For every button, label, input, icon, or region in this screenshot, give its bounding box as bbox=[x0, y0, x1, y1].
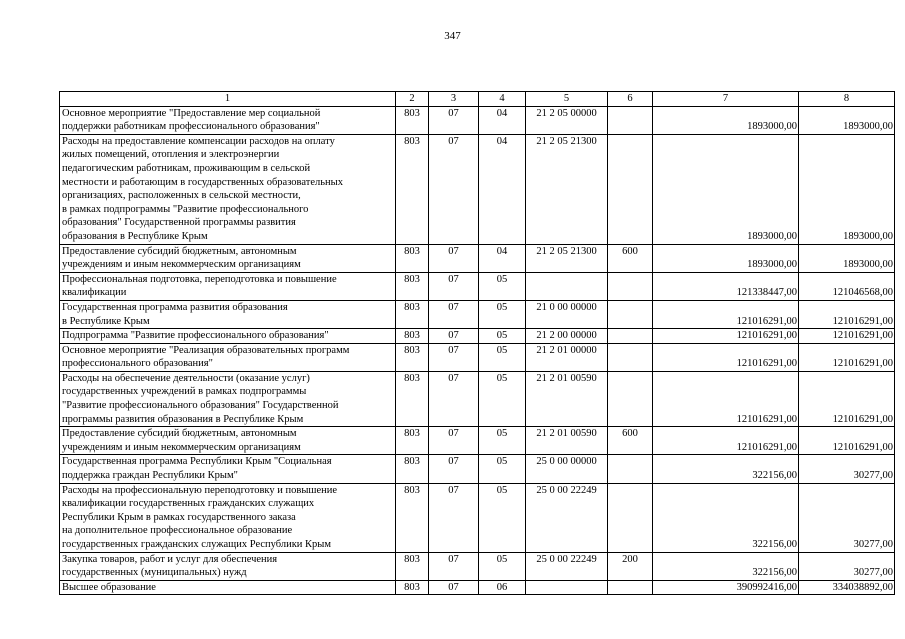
ministry-code-cell: 803 bbox=[396, 134, 429, 244]
expense-type-cell bbox=[608, 300, 653, 328]
amount-cell: 322156,00 bbox=[653, 455, 799, 483]
table-row bbox=[60, 300, 895, 328]
column-number-cell: 4 bbox=[479, 92, 526, 107]
amount-cell: 121016291,00 bbox=[799, 343, 895, 371]
ministry-code-cell: 803 bbox=[396, 106, 429, 134]
column-number-cell: 8 bbox=[799, 92, 895, 107]
amount-cell: 121016291,00 bbox=[799, 427, 895, 455]
subsection-code-cell: 06 bbox=[479, 580, 526, 595]
target-article-cell: 21 2 05 21300 bbox=[526, 244, 608, 272]
section-code-cell: 07 bbox=[429, 106, 479, 134]
target-article-cell bbox=[526, 272, 608, 300]
section-code-cell: 07 bbox=[429, 343, 479, 371]
expense-type-cell bbox=[608, 483, 653, 552]
table-row bbox=[60, 427, 895, 455]
table-row bbox=[60, 552, 895, 580]
ministry-code-cell: 803 bbox=[396, 552, 429, 580]
amount-cell: 121338447,00 bbox=[653, 272, 799, 300]
expense-type-cell bbox=[608, 134, 653, 244]
table-row bbox=[60, 329, 895, 344]
amount-cell: 1893000,00 bbox=[653, 106, 799, 134]
amount-cell: 121016291,00 bbox=[653, 329, 799, 344]
target-article-cell: 21 2 01 00590 bbox=[526, 427, 608, 455]
subsection-code-cell: 05 bbox=[479, 455, 526, 483]
expense-type-cell: 600 bbox=[608, 244, 653, 272]
target-article-cell: 21 2 00 00000 bbox=[526, 329, 608, 344]
expense-type-cell bbox=[608, 371, 653, 426]
amount-cell: 1893000,00 bbox=[799, 244, 895, 272]
amount-cell: 121016291,00 bbox=[653, 427, 799, 455]
target-article-cell: 21 2 01 00000 bbox=[526, 343, 608, 371]
target-article-cell: 21 2 05 21300 bbox=[526, 134, 608, 244]
expense-type-cell bbox=[608, 106, 653, 134]
amount-cell: 30277,00 bbox=[799, 552, 895, 580]
table-row bbox=[60, 134, 895, 244]
amount-cell: 1893000,00 bbox=[799, 106, 895, 134]
target-article-cell: 25 0 00 22249 bbox=[526, 483, 608, 552]
ministry-code-cell: 803 bbox=[396, 455, 429, 483]
ministry-code-cell: 803 bbox=[396, 580, 429, 595]
section-code-cell: 07 bbox=[429, 244, 479, 272]
amount-cell: 322156,00 bbox=[653, 552, 799, 580]
expense-name-cell: Государственная программа Республики Крым "Социальная поддержка граждан Республики Крым" bbox=[60, 455, 396, 483]
subsection-code-cell: 05 bbox=[479, 343, 526, 371]
subsection-code-cell: 05 bbox=[479, 329, 526, 344]
target-article-cell: 21 0 00 00000 bbox=[526, 300, 608, 328]
section-code-cell: 07 bbox=[429, 329, 479, 344]
subsection-code-cell: 04 bbox=[479, 106, 526, 134]
amount-cell: 1893000,00 bbox=[653, 134, 799, 244]
subsection-code-cell: 05 bbox=[479, 371, 526, 426]
expense-name-cell: Расходы на профессиональную переподготовку и повышение квалификации государственных гражданских служащих Республики Крым в рамках государственного заказа на дополнительное профессиональное образование государственных гражданских служащих Республики Крым bbox=[60, 483, 396, 552]
section-code-cell: 07 bbox=[429, 580, 479, 595]
amount-cell: 390992416,00 bbox=[653, 580, 799, 595]
target-article-cell: 25 0 00 22249 bbox=[526, 552, 608, 580]
expense-name-cell: Основное мероприятие "Предоставление мер социальной поддержки работникам профессионального образования" bbox=[60, 106, 396, 134]
subsection-code-cell: 04 bbox=[479, 244, 526, 272]
expense-name-cell: Предоставление субсидий бюджетным, автономным учреждениям и иным некоммерческим организациям bbox=[60, 244, 396, 272]
column-number-cell: 3 bbox=[429, 92, 479, 107]
amount-cell: 121016291,00 bbox=[653, 300, 799, 328]
amount-cell: 121016291,00 bbox=[653, 343, 799, 371]
table-row bbox=[60, 580, 895, 595]
amount-cell: 121016291,00 bbox=[799, 300, 895, 328]
subsection-code-cell: 05 bbox=[479, 483, 526, 552]
expense-name-cell: Подпрограмма "Развитие профессионального образования" bbox=[60, 329, 396, 344]
target-article-cell: 21 2 01 00590 bbox=[526, 371, 608, 426]
subsection-code-cell: 04 bbox=[479, 134, 526, 244]
expense-type-cell bbox=[608, 580, 653, 595]
ministry-code-cell: 803 bbox=[396, 300, 429, 328]
section-code-cell: 07 bbox=[429, 483, 479, 552]
page-number: 347 bbox=[444, 30, 461, 42]
subsection-code-cell: 05 bbox=[479, 427, 526, 455]
expense-type-cell bbox=[608, 343, 653, 371]
amount-cell: 322156,00 bbox=[653, 483, 799, 552]
column-number-cell: 5 bbox=[526, 92, 608, 107]
ministry-code-cell: 803 bbox=[396, 272, 429, 300]
ministry-code-cell: 803 bbox=[396, 483, 429, 552]
ministry-code-cell: 803 bbox=[396, 329, 429, 344]
column-number-cell: 1 bbox=[60, 92, 396, 107]
subsection-code-cell: 05 bbox=[479, 272, 526, 300]
amount-cell: 121016291,00 bbox=[799, 329, 895, 344]
table-row bbox=[60, 106, 895, 134]
table-row bbox=[60, 343, 895, 371]
ministry-code-cell: 803 bbox=[396, 343, 429, 371]
budget-table bbox=[59, 91, 895, 595]
amount-cell: 334038892,00 bbox=[799, 580, 895, 595]
section-code-cell: 07 bbox=[429, 552, 479, 580]
expense-name-cell: Государственная программа развития образования в Республике Крым bbox=[60, 300, 396, 328]
expense-type-cell bbox=[608, 455, 653, 483]
target-article-cell: 25 0 00 00000 bbox=[526, 455, 608, 483]
expense-type-cell bbox=[608, 272, 653, 300]
expense-name-cell: Профессиональная подготовка, переподготовка и повышение квалификации bbox=[60, 272, 396, 300]
section-code-cell: 07 bbox=[429, 272, 479, 300]
amount-cell: 30277,00 bbox=[799, 483, 895, 552]
ministry-code-cell: 803 bbox=[396, 371, 429, 426]
expense-name-cell: Предоставление субсидий бюджетным, автономным учреждениям и иным некоммерческим организациям bbox=[60, 427, 396, 455]
subsection-code-cell: 05 bbox=[479, 300, 526, 328]
expense-name-cell: Основное мероприятие "Реализация образовательных программ профессионального образования" bbox=[60, 343, 396, 371]
amount-cell: 121046568,00 bbox=[799, 272, 895, 300]
expense-name-cell: Высшее образование bbox=[60, 580, 396, 595]
subsection-code-cell: 05 bbox=[479, 552, 526, 580]
ministry-code-cell: 803 bbox=[396, 427, 429, 455]
amount-cell: 121016291,00 bbox=[653, 371, 799, 426]
expense-type-cell: 600 bbox=[608, 427, 653, 455]
column-number-cell: 7 bbox=[653, 92, 799, 107]
column-number-cell: 6 bbox=[608, 92, 653, 107]
section-code-cell: 07 bbox=[429, 371, 479, 426]
column-number-row bbox=[60, 92, 895, 107]
section-code-cell: 07 bbox=[429, 134, 479, 244]
table-row bbox=[60, 455, 895, 483]
expense-name-cell: Расходы на обеспечение деятельности (оказание услуг) государственных учреждений в рамках подпрограммы "Развитие профессионального образования" Государственной программы развития образования в Республике Крым bbox=[60, 371, 396, 426]
amount-cell: 1893000,00 bbox=[653, 244, 799, 272]
ministry-code-cell: 803 bbox=[396, 244, 429, 272]
table-row bbox=[60, 483, 895, 552]
amount-cell: 1893000,00 bbox=[799, 134, 895, 244]
amount-cell: 30277,00 bbox=[799, 455, 895, 483]
section-code-cell: 07 bbox=[429, 455, 479, 483]
table-row bbox=[60, 371, 895, 426]
target-article-cell bbox=[526, 580, 608, 595]
expense-type-cell bbox=[608, 329, 653, 344]
amount-cell: 121016291,00 bbox=[799, 371, 895, 426]
column-number-cell: 2 bbox=[396, 92, 429, 107]
expense-type-cell: 200 bbox=[608, 552, 653, 580]
table-row bbox=[60, 244, 895, 272]
expense-name-cell: Расходы на предоставление компенсации расходов на оплату жилых помещений, отопления и электроэнергии педагогическим работникам, проживающим в сельской местности и работающим в государственных образовательных организациях, расположенных в сельской местности, в рамках подпрограммы "Развитие профессионального образования" Государственной программы развития образования в Республике Крым bbox=[60, 134, 396, 244]
table-row bbox=[60, 272, 895, 300]
section-code-cell: 07 bbox=[429, 300, 479, 328]
target-article-cell: 21 2 05 00000 bbox=[526, 106, 608, 134]
table-body bbox=[60, 92, 895, 595]
expense-name-cell: Закупка товаров, работ и услуг для обеспечения государственных (муниципальных) нужд bbox=[60, 552, 396, 580]
section-code-cell: 07 bbox=[429, 427, 479, 455]
